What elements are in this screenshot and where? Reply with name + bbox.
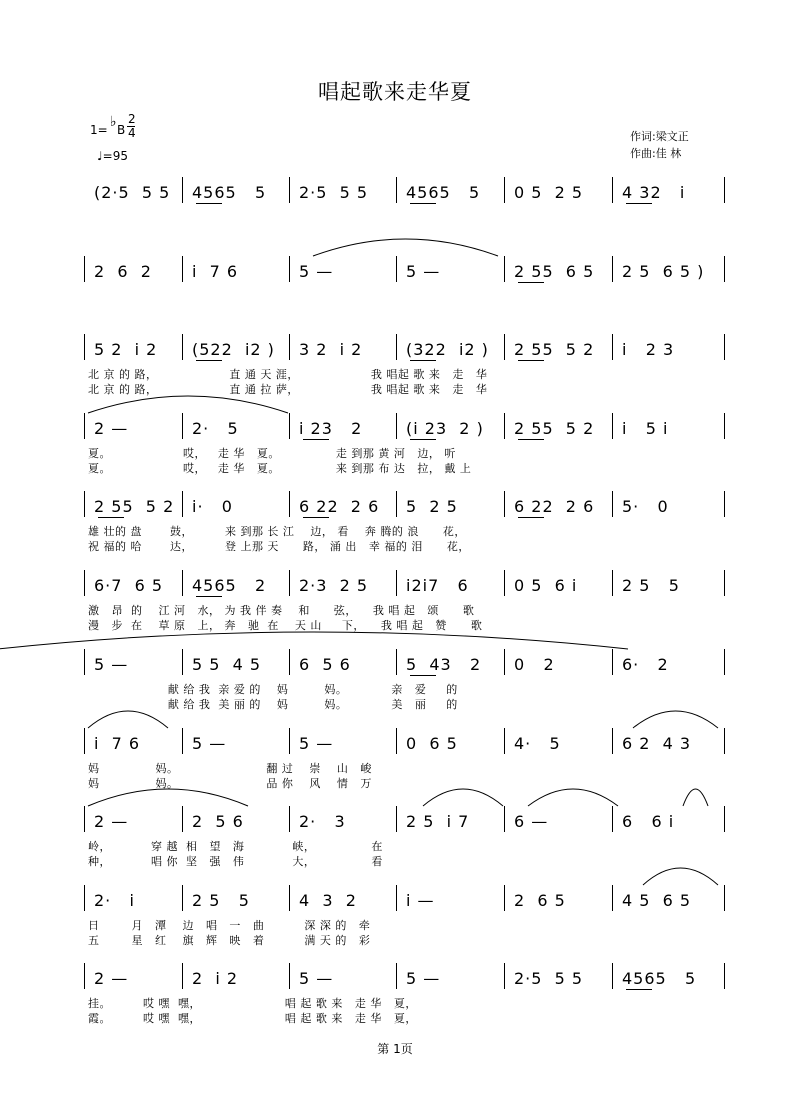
lyrics-verse-1: 献 给 我 亲 爱 的 妈 妈。 亲 爱 的 (88, 683, 458, 696)
measure: 6· 2 (622, 655, 669, 674)
measure: 6 22 2 6 (514, 497, 595, 516)
lyrics-verse-1: 北 京 的 路， 直 通 天 涯， 我 唱起 歌 来 走 华 (88, 368, 488, 381)
lyrics-verse-2: 种， 唱 你 坚 强 伟 大， 看 (88, 855, 383, 868)
measure: 2· i (94, 891, 135, 910)
measure: 2 5 5 (192, 891, 250, 910)
slur-marks (88, 262, 728, 292)
lyrics-verse-2: 霞。 哎 嘿 嘿， 唱 起 歌 来 走 华 夏， (88, 1012, 417, 1025)
bar-line (84, 885, 85, 911)
lyrics-verse-1: 日 月 潭 边 唱 一 曲 深 深 的 牵 (88, 919, 371, 932)
measure: 6 5 6 (299, 655, 351, 674)
measure: 2 5 5 (622, 576, 680, 595)
measure: 0 2 (514, 655, 555, 674)
measure: 4565 5 (192, 183, 267, 202)
measure: 6 2 4 3 (622, 734, 692, 753)
bar-line (84, 334, 85, 360)
composer: 作曲:佳 林 (630, 147, 682, 160)
page-number: 第 1页 (377, 1042, 413, 1056)
bar-line (84, 728, 85, 754)
measure: 2 55 6 5 (514, 262, 595, 281)
lyrics-verse-2: 北 京 的 路， 直 通 拉 萨， 我 唱起 歌 来 走 华 (88, 383, 488, 396)
bar-line (84, 806, 85, 832)
lyrics-verse-2: 妈 妈。 品 你 风 情 万 (88, 777, 372, 790)
measure: (522 i2 ) (192, 340, 275, 359)
slur (683, 789, 708, 806)
lyrics-verse-1: 夏。 哎， 走 华 夏。 走 到那 黄 河 边， 听 (88, 447, 456, 460)
bar-line (84, 491, 85, 517)
measure: 2·5 5 5 (514, 969, 584, 988)
measure: i2i7 6 (406, 576, 469, 595)
measure: 5 — (406, 262, 441, 281)
slur (643, 868, 718, 885)
measure: 2 6 5 (514, 891, 566, 910)
measure: i 23 2 (299, 419, 363, 438)
credits (630, 128, 689, 162)
slur (88, 396, 288, 413)
measure: i — (406, 891, 435, 910)
measure: i 5 i (622, 419, 669, 438)
measure: 5 2 5 (406, 497, 458, 516)
time-denominator: 4 (128, 126, 136, 140)
measure: 2 6 2 (94, 262, 152, 281)
measure: i 7 6 (192, 262, 239, 281)
measure: 2 55 5 2 (514, 340, 595, 359)
flat-icon: ♭ (110, 114, 117, 130)
measure: 4 3 2 (299, 891, 357, 910)
slur (528, 789, 618, 806)
measure: 5 5 4 5 (192, 655, 262, 674)
bar-line (84, 649, 85, 675)
slur (313, 239, 498, 256)
measure: (i 23 2 ) (406, 419, 484, 438)
measure: 6·7 6 5 (94, 576, 164, 595)
lyrics-verse-1: 妈 妈。 翻 过 崇 山 峻 (88, 762, 372, 775)
measure: 2 — (94, 969, 129, 988)
measure: 6 6 i (622, 812, 675, 831)
bar-line (84, 413, 85, 439)
tempo-marking: ♩=95 (97, 149, 128, 163)
time-numerator: 2 (128, 112, 136, 126)
key-label: 1= (90, 123, 108, 137)
measure: 0 6 5 (406, 734, 458, 753)
measure: 5 — (406, 969, 441, 988)
measure: 2 5 6 5 ) (622, 262, 705, 281)
measure: 5 — (299, 734, 334, 753)
measure: 4 5 6 5 (622, 891, 692, 910)
song-title: 唱起歌来走华夏 (318, 80, 472, 104)
bar-line (84, 256, 85, 282)
measure: 2 5 i 7 (406, 812, 470, 831)
measure: 5· 0 (622, 497, 669, 516)
key-note: B (117, 123, 126, 137)
lyrics-verse-1: 雄 壮的 盘 鼓， 来 到那 长 江 边， 看 奔 腾的 浪 花， (88, 525, 466, 538)
measure: 2·5 5 5 (299, 183, 369, 202)
measure: (2·5 5 5 (94, 183, 171, 202)
measure: 2 i 2 (192, 969, 239, 988)
lyrics-verse-1: 岭， 穿 越 相 望 海 峡， 在 (88, 840, 383, 853)
measure: 0 5 2 5 (514, 183, 584, 202)
lyrics-verse-2: 献 给 我 美 丽 的 妈 妈。 美 丽 的 (88, 698, 458, 711)
measure: (322 i2 ) (406, 340, 489, 359)
measure: 2 5 6 (192, 812, 244, 831)
lyrics-verse-1: 激 昂 的 江 河 水， 为 我 伴 奏 和 弦， 我 唱 起 颂 歌 (88, 604, 475, 617)
slur (423, 789, 503, 806)
measure: 4565 2 (192, 576, 267, 595)
measure: 2 55 5 2 (514, 419, 595, 438)
measure: 6 22 2 6 (299, 497, 380, 516)
key-signature (90, 112, 150, 165)
bar-line (84, 963, 85, 989)
measure: 5 43 2 (406, 655, 482, 674)
measure: 2·3 2 5 (299, 576, 369, 595)
lyrics-verse-2: 五 星 红 旗 辉 映 着 满 天 的 彩 (88, 934, 371, 947)
measure: 5 — (299, 262, 334, 281)
measure: 5 2 i 2 (94, 340, 158, 359)
measure: 0 5 6 i (514, 576, 578, 595)
lyrics-verse-2: 祝 福的 哈 达， 登 上那 天 路， 涌 出 幸 福的 泪 花， (88, 540, 470, 553)
measure: 4565 5 (406, 183, 481, 202)
slur (633, 711, 718, 728)
measure: 5 — (192, 734, 227, 753)
measure: 4 32 i (622, 183, 686, 202)
lyrics-verse-2: 夏。 哎， 走 华 夏。 来 到那 布 达 拉， 戴 上 (88, 462, 472, 475)
bar-line (84, 570, 85, 596)
slur (88, 711, 168, 728)
measure: 4565 5 (622, 969, 697, 988)
measure: 6 — (514, 812, 549, 831)
measure: 3 2 i 2 (299, 340, 363, 359)
measure: i 7 6 (94, 734, 141, 753)
measure: 2· 5 (192, 419, 239, 438)
slur (0, 632, 628, 649)
lyrics-verse-1: 挂。 哎 嘿 嘿， 唱 起 歌 来 走 华 夏， (88, 997, 417, 1010)
lyricist: 作词:梁文正 (630, 130, 689, 143)
slur-marks (88, 183, 728, 213)
slur (88, 789, 248, 806)
measure: 2 — (94, 419, 129, 438)
measure: i· 0 (192, 497, 233, 516)
measure: 5 — (94, 655, 129, 674)
measure: 2· 3 (299, 812, 346, 831)
measure: 4· 5 (514, 734, 561, 753)
measure: i 2 3 (622, 340, 675, 359)
measure: 5 — (299, 969, 334, 988)
measure: 2 — (94, 812, 129, 831)
lyrics-verse-2: 漫 步 在 草 原 上， 奔 驰 在 天 山 下， 我 唱 起 赞 歌 (88, 619, 483, 632)
measure: 2 55 5 2 (94, 497, 175, 516)
